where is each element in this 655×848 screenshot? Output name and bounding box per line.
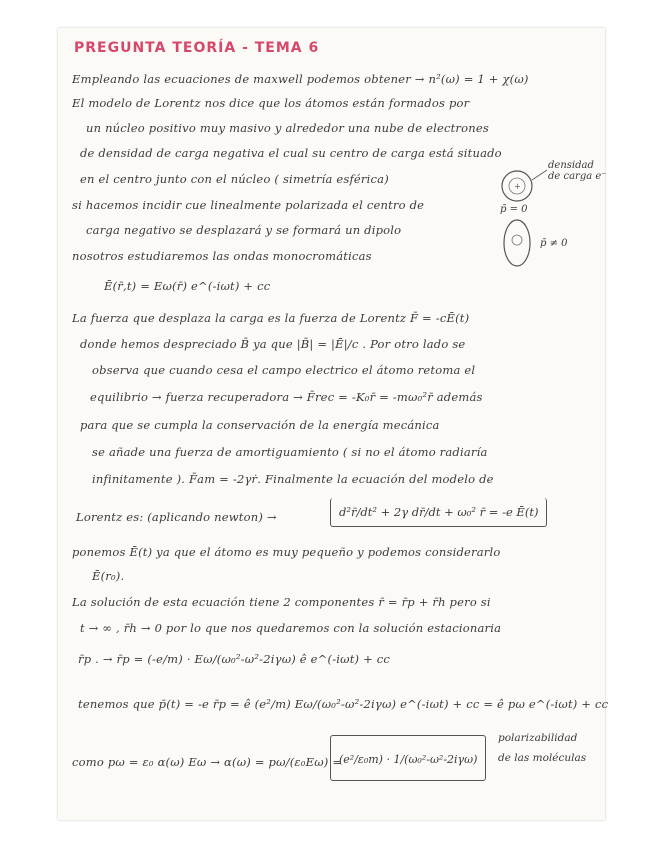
text-line: de densidad de carga negativa el cual su centro de carga está situado: [80, 146, 502, 160]
text-line: carga negativo se desplazará y se formará un dipolo: [86, 223, 402, 237]
equation: como pω = ε₀ α(ω) Eω → α(ω) = pω/(ε₀Eω) =: [72, 755, 343, 769]
text-line: nosotros estudiaremos las ondas monocromáticas: [72, 249, 372, 263]
text-line: La solución de esta ecuación tiene 2 componentes r̄ = r̄p + r̄h pero si: [72, 595, 491, 609]
polarized-core: [512, 235, 522, 245]
text-line: en el centro junto con el núcleo ( simetría esférica): [80, 172, 389, 186]
text-line: ponemos Ē(t) ya que el átomo es muy pequeño y podemos considerarlo: [72, 545, 501, 559]
text-line: si hacemos incidir cue linealmente polarizada el centro de: [72, 198, 425, 212]
p-zero-label: p̄ = 0: [500, 204, 528, 215]
equation: Ē(r̄,t) = Eω(r̄) e^(-iωt) + cc: [104, 279, 271, 293]
page-title: PREGUNTA TEORÍA - TEMA 6: [74, 40, 320, 56]
polarized-atom: [504, 220, 530, 266]
polarizability-box: [330, 735, 486, 781]
text-line: donde hemos despreciado B̄ ya que |B̄| = |Ē|/c . Por otro lado se: [80, 337, 466, 351]
density-pointer: [532, 170, 547, 180]
text-line: equilibrio → fuerza recuperadora → F̄rec = -K₀r̄ = -mω₀²r̄ además: [90, 390, 483, 404]
boxed-polarizability: (e²/ε₀m) · 1/(ω₀²-ω²-2iγω): [339, 753, 478, 766]
text-line: se añade una fuerza de amortiguamiento ( si no el átomo radiaría: [92, 445, 488, 459]
text-line: t → ∞ , r̄h → 0 por lo que nos quedaremos con la solución estacionaria: [80, 621, 502, 635]
text-line: infinitamente ). F̄am = -2γṙ. Finalmente la ecuación del modelo de: [92, 472, 494, 486]
equation: tenemos que p̄(t) = -e r̄p = ê (e²/m) Eω/(ω₀²-ω²-2iγω) e^(-iωt) + cc = ê pω e^(-iωt) + cc: [78, 697, 609, 711]
side-note: polarizabilidad de las moléculas: [498, 732, 587, 764]
text-line: un núcleo positivo muy masivo y alrededor una nube de electrones: [86, 121, 489, 135]
boxed-equation: d²r̄/dt² + 2γ dr̄/dt + ω₀² r̄ = -e Ē(t): [339, 505, 539, 519]
text-line: Empleando las ecuaciones de maxwell podemos obtener → n²(ω) = 1 + χ(ω): [72, 72, 529, 86]
text-line: La fuerza que desplaza la carga es la fuerza de Lorentz F̄ = -cĒ(t): [72, 311, 470, 325]
text-line: observa que cuando cesa el campo electrico el átomo retoma el: [92, 363, 476, 377]
equation: r̄p . → r̄p = (-e/m) · Eω/(ω₀²-ω²-2iγω) ê e^(-iωt) + cc: [78, 652, 391, 666]
lorentz-equation-box: [330, 498, 547, 527]
density-label: densidad de carga e⁻: [548, 160, 607, 182]
text-line: para que se cumpla la conservación de la energía mecánica: [80, 418, 440, 432]
text-line: Ē(r₀).: [92, 569, 125, 583]
plus-sign: +: [514, 182, 521, 191]
p-nonzero-label: p̄ ≠ 0: [540, 238, 568, 249]
text-line: El modelo de Lorentz nos dice que los átomos están formados por: [72, 96, 470, 110]
text-line: Lorentz es: (aplicando newton) →: [76, 510, 277, 524]
